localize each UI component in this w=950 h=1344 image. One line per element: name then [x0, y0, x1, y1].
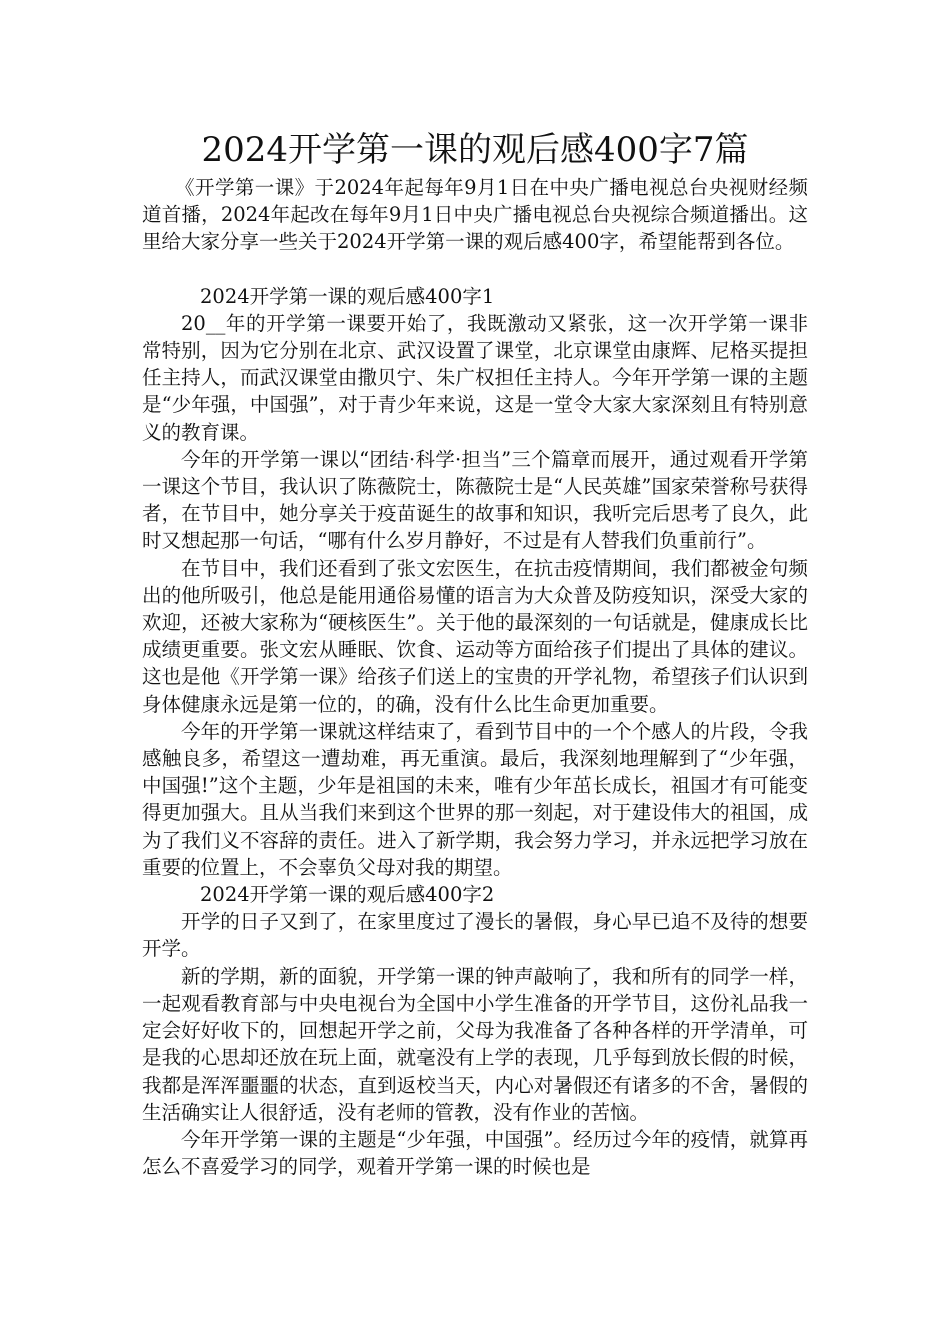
document-page	[142, 128, 808, 1180]
body-paragraph: 今年的开学第一课就这样结束了，看到节目中的一个个感人的片段，令我感触良多，希望这一遭劫难，再无重演。最后，我深刻地理解到了“少年强，中国强!”这个主题，少年是祖国的未来，唯有少年茁长成长，祖国才有可能变得更加强大。且从当我们来到这个世界的那一刻起，对于建设伟大的祖国，成为了我们义不容辞的责任。进入了新学期，我会努力学习，并永远把学习放在重要的位置上，不会辜负父母对我的期望。	[142, 719, 808, 879]
body-paragraph: 今年的开学第一课以“团结·科学·担当”三个篇章而展开，通过观看开学第一课这个节目，我认识了陈薇院士，陈薇院士是“人民英雄”国家荣誉称号获得者，在节目中，她分享关于疫苗诞生的故事和知识，我听完后思考了良久，此时又想起那一句话，“哪有什么岁月静好，不过是有人替我们负重前行”。	[142, 447, 808, 553]
section-heading: 2024开学第一课的观后感400字1	[200, 284, 495, 308]
body-paragraph: 20__年的开学第一课要开始了，我既激动又紧张，这一次开学第一课非常特别，因为它分别在北京、武汉设置了课堂，北京课堂由康辉、尼格买提担任主持人，而武汉课堂由撒贝宁、朱广权担任主持人。今年开学第一课的主题是“少年强，中国强”，对于青少年来说，这是一堂令大家大家深刻且有特别意义的教育课。	[142, 311, 808, 444]
body-paragraph: 在节目中，我们还看到了张文宏医生，在抗击疫情期间，我们都被金句频出的他所吸引，他总是能用通俗易懂的语言为大众普及防疫知识，深受大家的欢迎，还被大家称为“硬核医生”。关于他的最深刻的一句话就是，健康成长比成绩更重要。张文宏从睡眠、饮食、运动等方面给孩子们提出了具体的建议。这也是他《开学第一课》给孩子们送上的宝贵的开学礼物，希望孩子们认识到身体健康永远是第一位的，的确，没有什么比生命更加重要。	[142, 556, 808, 716]
intro-paragraph: 《开学第一课》于2024年起每年9月1日在中央广播电视总台央视财经频道首播，2024年起改在每年9月1日中央广播电视总台央视综合频道播出。这里给大家分享一些关于2024开学第一课的观后感400字，希望能帮到各位。	[142, 176, 808, 254]
essay-section-1	[142, 283, 808, 881]
body-paragraph: 今年开学第一课的主题是“少年强，中国强”。经历过今年的疫情，就算再怎么不喜爱学习的同学，观着开学第一课的时候也是	[142, 1127, 808, 1179]
body-paragraph: 新的学期，新的面貌，开学第一课的钟声敲响了，我和所有的同学一样，一起观看教育部与中央电视台为全国中小学生准备的开学节目，这份礼品我一定会好好收下的，回想起开学之前，父母为我准备了各种各样的开学清单，可是我的心思却还放在玩上面，就毫没有上学的表现，几乎每到放长假的时候，我都是浑浑噩噩的状态，直到返校当天，内心对暑假还有诸多的不舍，暑假的生活确实让人很舒适，没有老师的管教，没有作业的苦恼。	[142, 964, 808, 1124]
essay-section-2	[142, 881, 808, 1180]
section-spacer	[142, 256, 808, 283]
document-title: 2024开学第一课的观后感400字7篇	[201, 130, 749, 170]
section-heading: 2024开学第一课的观后感400字2	[200, 883, 495, 907]
body-paragraph: 开学的日子又到了，在家里度过了漫长的暑假，身心早已追不及待的想要开学。	[142, 910, 808, 961]
